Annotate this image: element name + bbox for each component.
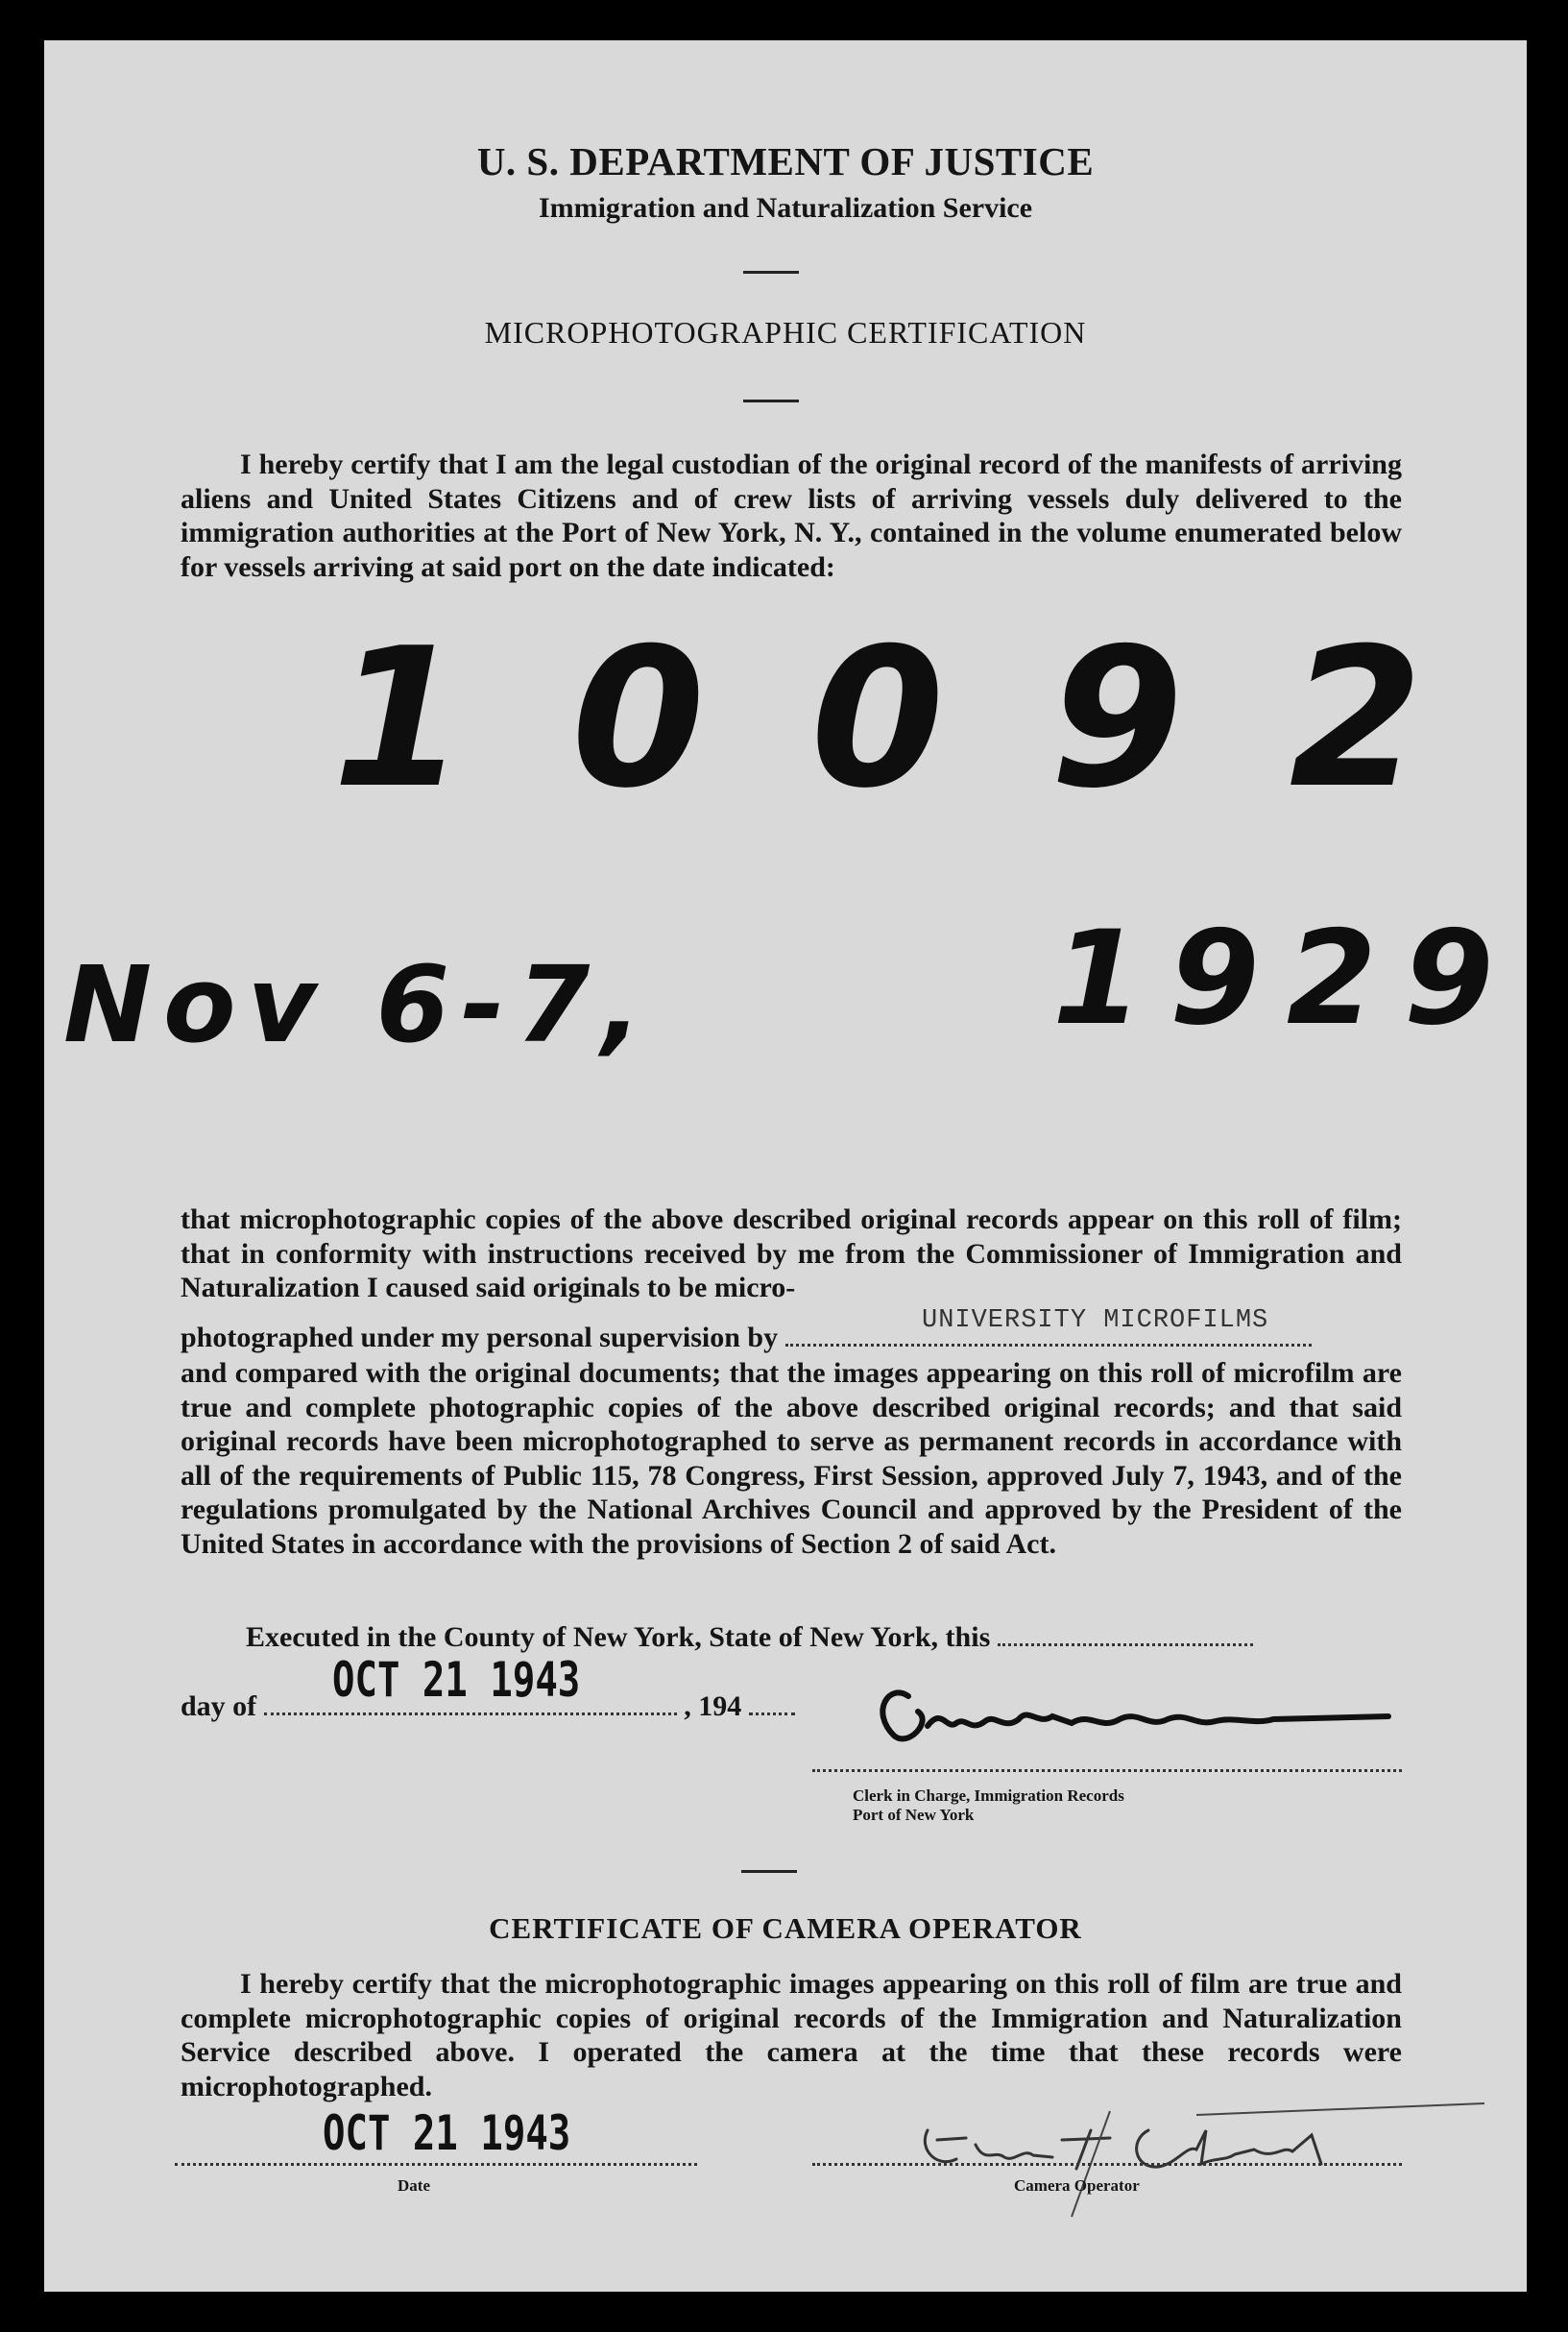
divider-rule — [743, 400, 799, 402]
camera-date-label: Date — [398, 2176, 430, 2195]
executed-label: Executed in the County of New York, State of New York, this — [246, 1621, 991, 1653]
body-paragraph-part2 — [181, 1356, 1402, 1561]
camera-date-line — [175, 2163, 697, 2166]
year-prefix-label: , 194 — [684, 1690, 742, 1722]
body-paragraph-part1-text: that microphotographic copies of the above described original records appear on this roll of film; that in conformity with instructions received by me from the Commissioner of Immigration and Naturalization I caused said originals to be micro- — [181, 1203, 1402, 1303]
certificate-page — [44, 40, 1527, 2292]
intro-paragraph-text: I hereby certify that I am the legal custodian of the original record of the manifests of arriving aliens and United States Citizens and of crew lists of arriving vessels duly delivered to the immigration authorities at the Port of New York, N. Y., contained in the volume enumerated below for vessels arriving at said port on the date indicated: — [181, 449, 1402, 583]
camera-operator-label: Camera Operator — [1014, 2176, 1140, 2195]
year-fill-line — [749, 1713, 795, 1715]
supervision-fill-line — [785, 1344, 1312, 1347]
body-paragraph-part2-text: and compared with the original documents; that the images appearing on this roll of microfilm are true and complete photographic copies of the above described original records; and that said original records have been microphotographed to serve as permanent records in accordance with all of the requirements of Public 115, 78 Congress, First Session, approved July 7, 1943, and of the regulations promulgated by the National Archives Council and approved by the President of the United States in accordance with the provisions of Section 2 of said Act. — [181, 1357, 1402, 1560]
divider-rule — [741, 1870, 797, 1873]
certification-title: MICROPHOTOGRAPHIC CERTIFICATION — [484, 315, 1087, 350]
supervised-by-typed: UNIVERSITY MICROFILMS — [922, 1306, 1269, 1335]
clerk-title-line2: Port of New York — [853, 1806, 975, 1824]
service-subheading: Immigration and Naturalization Service — [538, 192, 1033, 224]
body-paragraph-part1 — [181, 1202, 1402, 1305]
clerk-signature-line — [812, 1769, 1402, 1772]
clerk-signature — [851, 1664, 1446, 1769]
day-of-fill-line — [264, 1713, 677, 1715]
executed-date-stamp: OCT 21 1943 — [332, 1652, 581, 1708]
camera-section-title: CERTIFICATE OF CAMERA OPERATOR — [489, 1911, 1082, 1945]
executed-fill-line — [998, 1643, 1253, 1646]
camera-operator-signature — [908, 2092, 1484, 2226]
intro-paragraph — [181, 448, 1402, 584]
handwritten-date-year: 1929 — [1052, 903, 1521, 1054]
clerk-title — [853, 1786, 1124, 1825]
day-of-label: day of — [181, 1690, 257, 1722]
department-heading: U. S. DEPARTMENT OF JUSTICE — [476, 139, 1095, 183]
divider-rule — [743, 271, 799, 274]
clerk-title-line1: Clerk in Charge, Immigration Records — [853, 1786, 1124, 1805]
handwritten-date-days: Nov 6-7, — [63, 943, 654, 1066]
supervision-label: photographed under my personal supervision by — [181, 1322, 779, 1353]
camera-paragraph — [181, 1967, 1402, 2103]
camera-operator-line — [812, 2163, 1402, 2166]
camera-paragraph-text: I hereby certify that the microphotographic images appearing on this roll of film are true and complete microphotographic copies of original records of the Immigration and Naturalization Service described above. I operated the camera at the time that these records were microphotographed. — [181, 1968, 1402, 2102]
camera-date-stamp: OCT 21 1943 — [323, 2105, 571, 2161]
executed-line — [246, 1621, 1253, 1654]
handwritten-volume-number: 10092 — [332, 607, 1529, 831]
